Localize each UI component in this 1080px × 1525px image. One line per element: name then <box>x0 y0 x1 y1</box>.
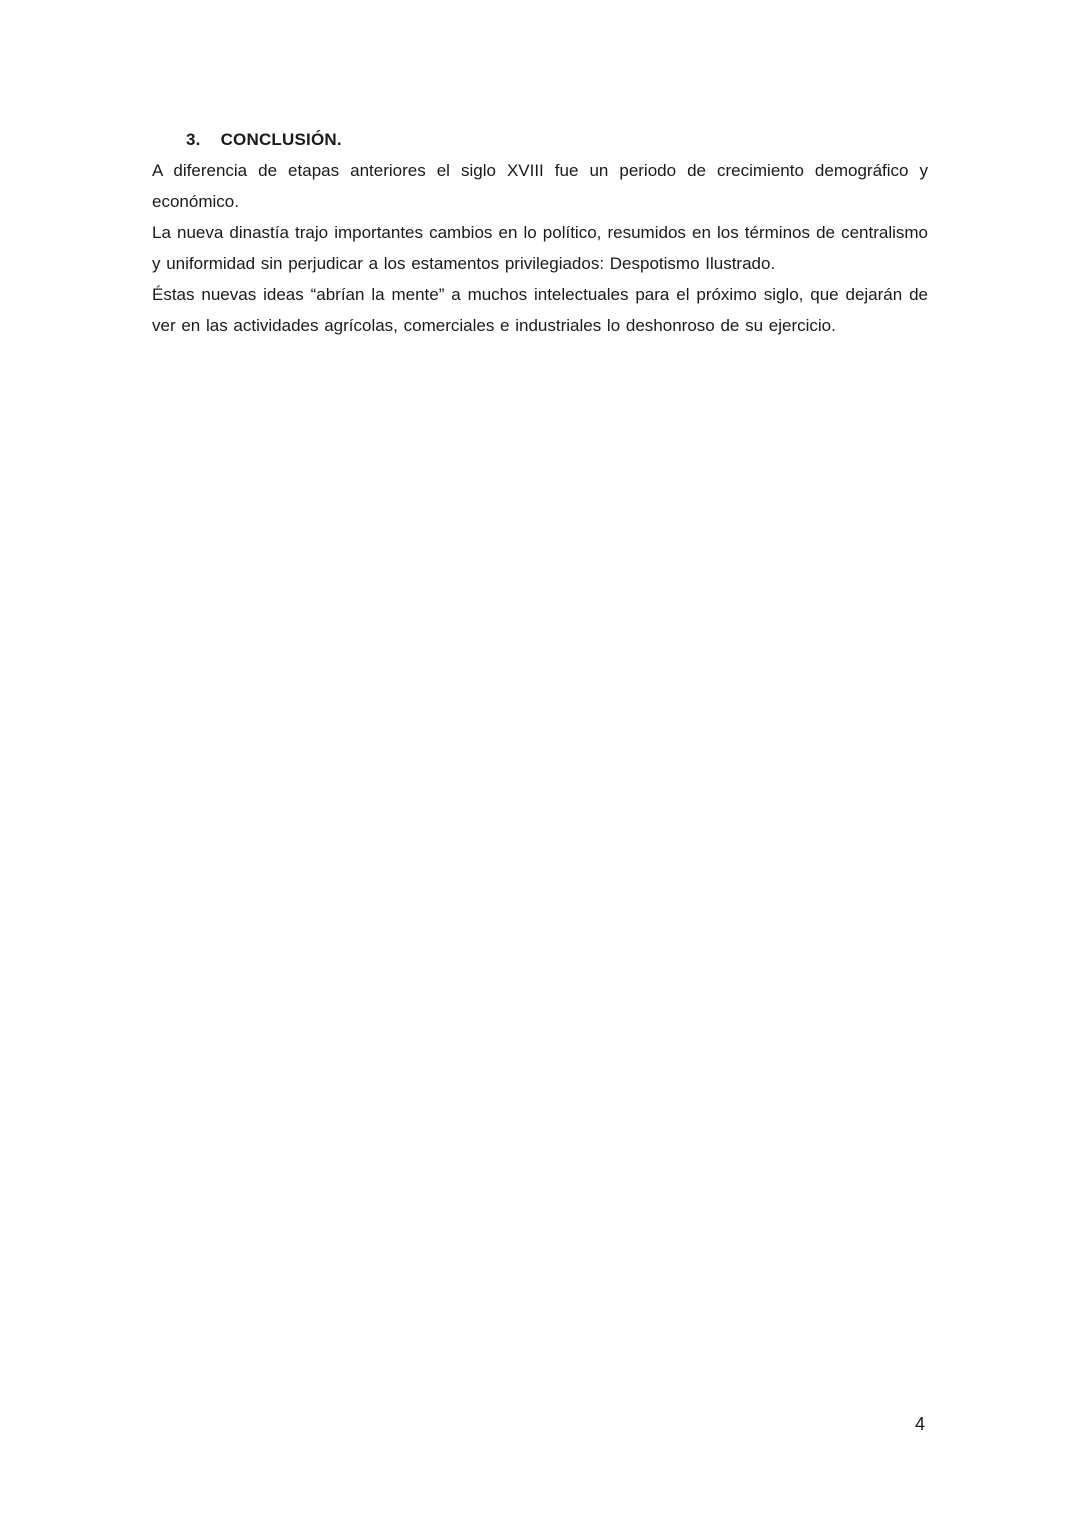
section-heading-number: 3. <box>186 130 201 149</box>
section-heading <box>152 124 928 155</box>
page-number: 4 <box>914 1414 925 1434</box>
body-text <box>152 155 928 341</box>
paragraph: La nueva dinastía trajo importantes cambios en lo político, resumidos en los términos de centralismo y uniformidad sin perjudicar a los estamentos privilegiados: Despotismo Ilustrado. <box>152 223 928 273</box>
document-content <box>152 124 928 341</box>
paragraph: A diferencia de etapas anteriores el siglo XVIII fue un periodo de crecimiento demográfico y económico. <box>152 161 928 211</box>
paragraph: Éstas nuevas ideas “abrían la mente” a muchos intelectuales para el próximo siglo, que dejarán de ver en las actividades agrícolas, comerciales e industriales lo deshonroso de su ejercicio. <box>152 285 928 335</box>
section-heading-title: CONCLUSIÓN. <box>220 130 342 149</box>
